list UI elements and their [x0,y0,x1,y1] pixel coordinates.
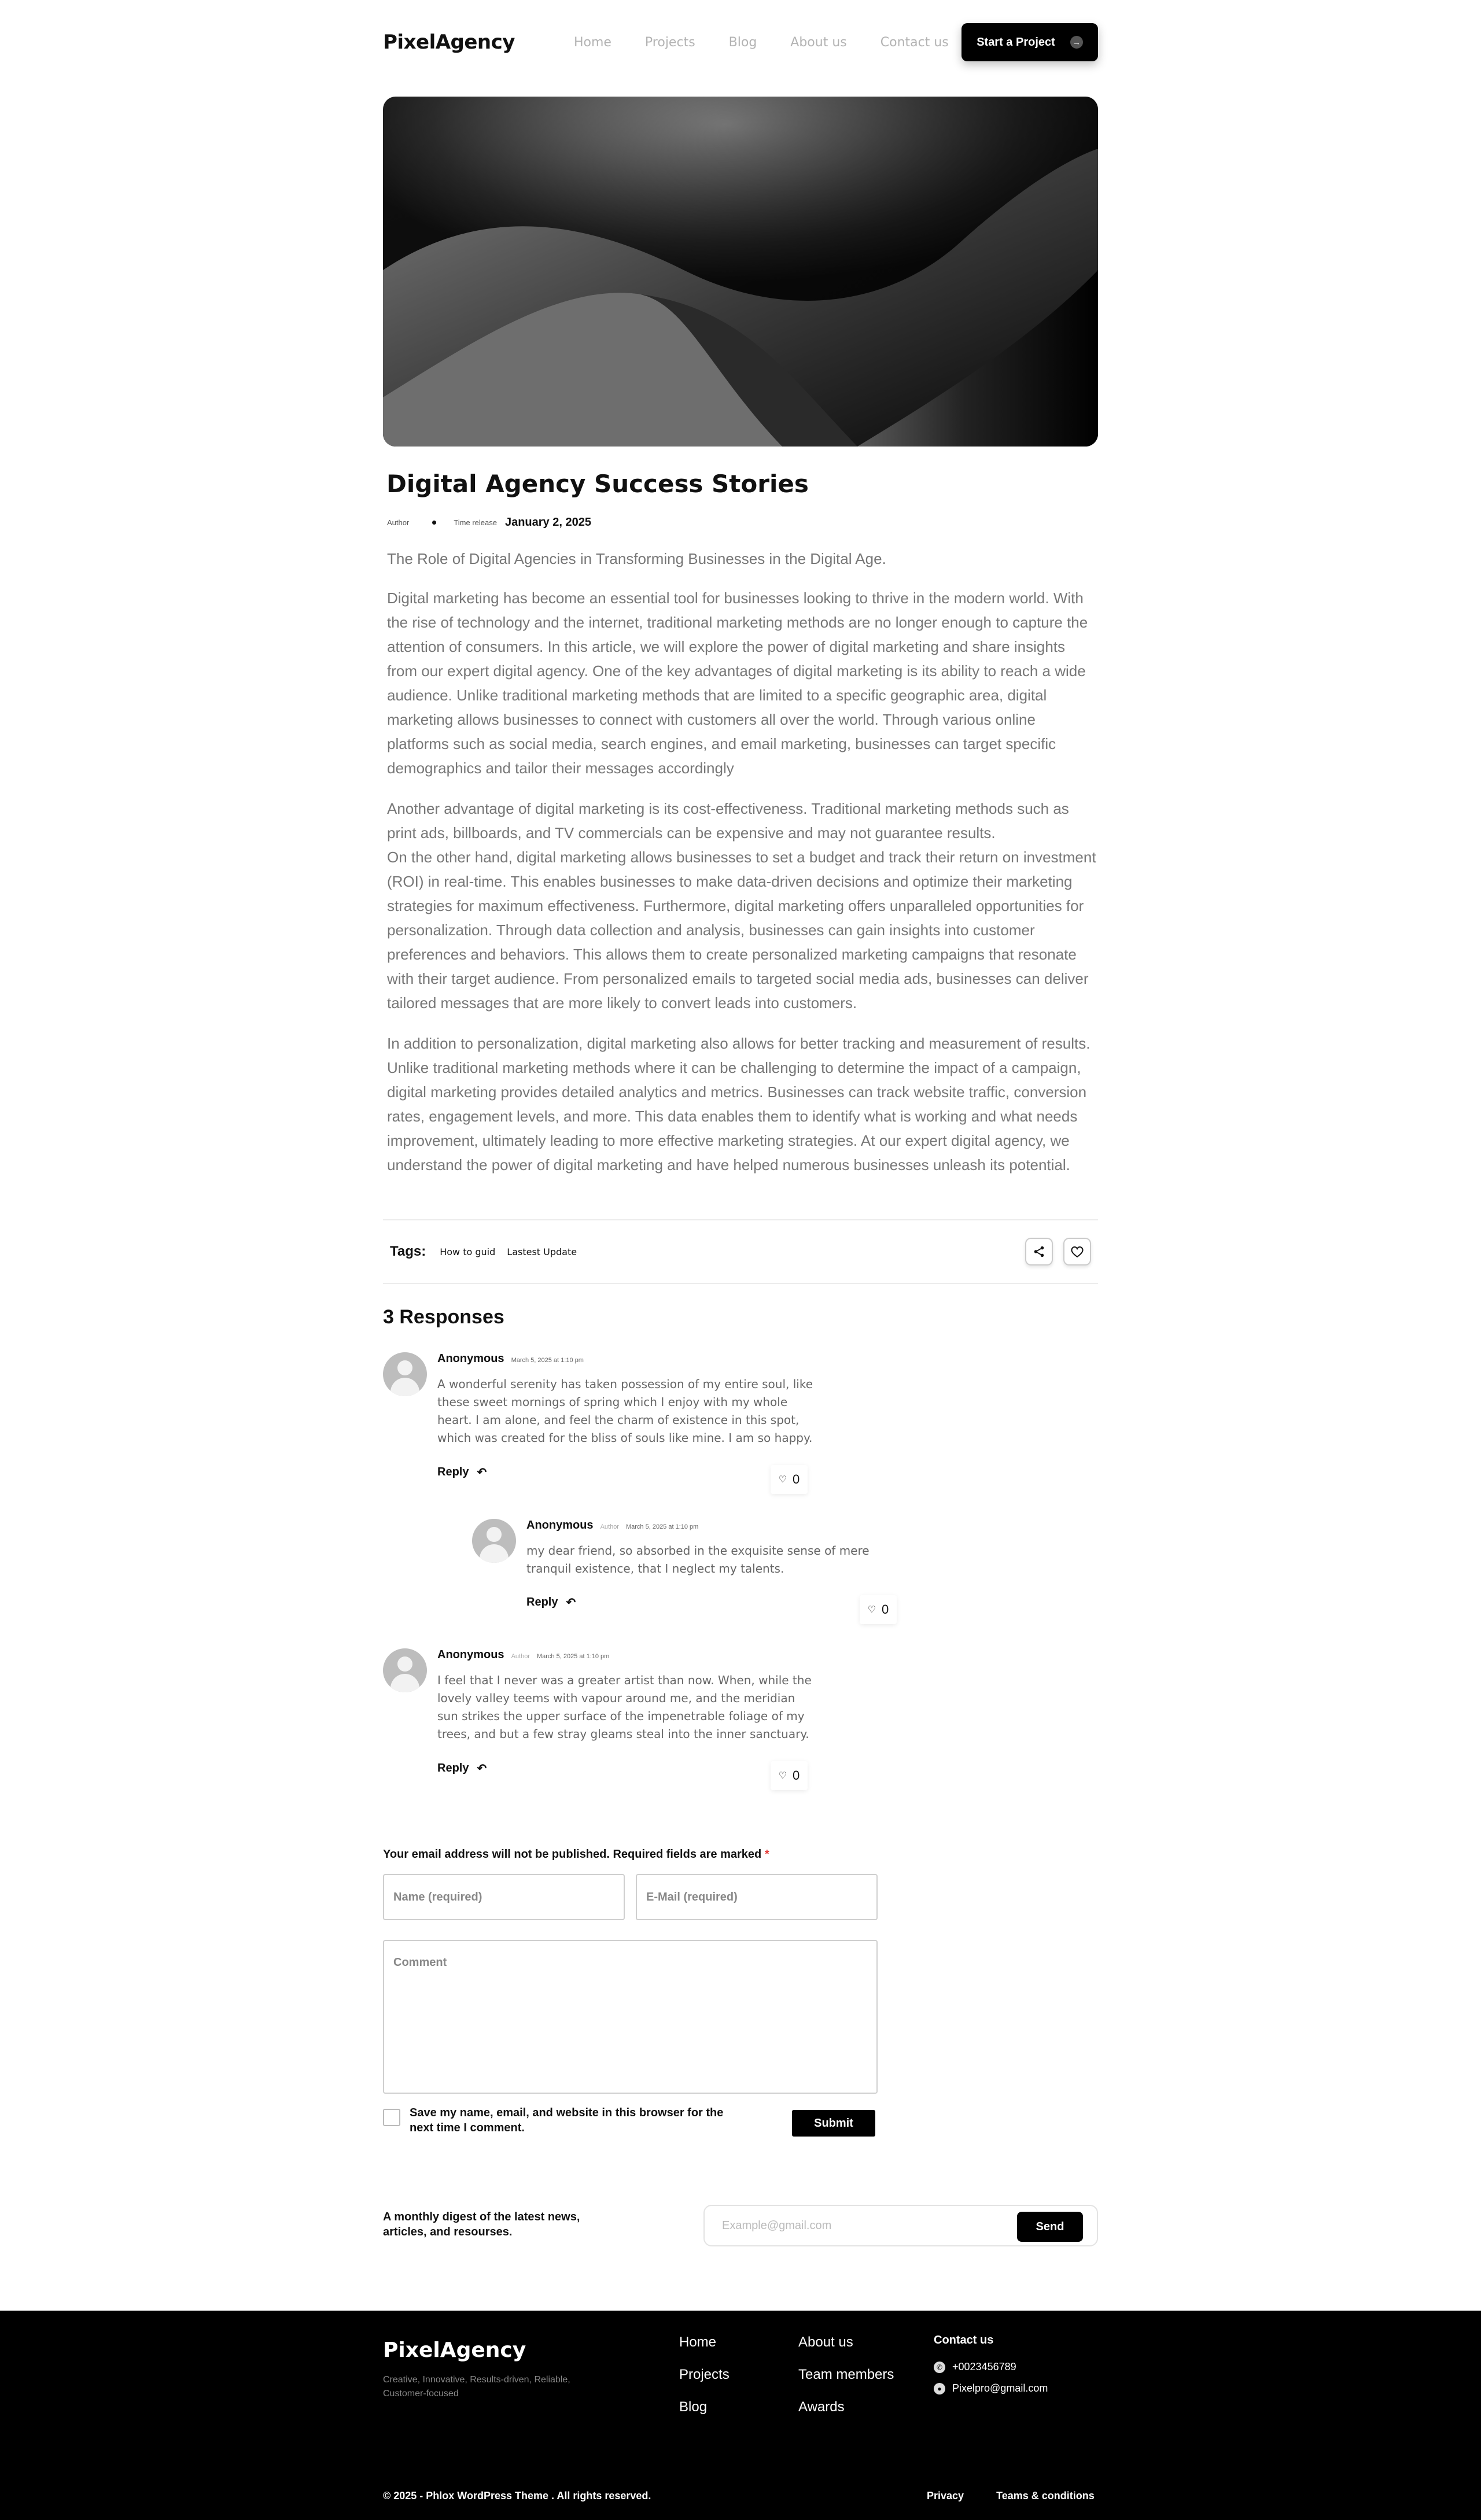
start-project-button[interactable] [961,23,1098,61]
footer-contact [934,2334,1048,2404]
comment-author: Anonymous [437,1352,504,1365]
footer-link-awards[interactable]: Awards [798,2399,845,2415]
post-actions [1025,1238,1091,1265]
reply-label: Reply [437,1762,469,1774]
contact-email[interactable] [934,2382,1048,2394]
footer-links-col1 [679,2335,730,2415]
like-count: 0 [793,1768,800,1783]
comment-date: March 5, 2025 at 1:10 pm [625,1523,699,1530]
comment-like-button[interactable] [771,1761,808,1790]
contact-title: Contact us [934,2334,994,2346]
site-header [383,23,1098,61]
comment-author: Anonymous [437,1648,504,1661]
share-button[interactable] [1025,1238,1053,1265]
reply-icon: ↶ [477,1762,487,1775]
copyright: © 2025 - Phlox WordPress Theme . All rights reserved. [383,2490,651,2501]
reply-button[interactable] [526,1595,576,1610]
article-paragraph: Digital marketing has become an essential tool for businesses looking to thrive in the modern world. With the rise of technology and the internet, traditional marketing methods are no longer enough to capture the attention of consumers. In this article, we will explore the power of digital marketing and share insights from our expert digital agency. One of the key advantages of digital marketing is its ability to reach a wide audience. Unlike traditional marketing methods that are limited to a specific geographic area, digital marketing allows businesses to connect with customers all over the world. Through various online platforms such as social media, search engines, and email marketing, businesses can target specific demographics and tailor their messages accordingly [387,589,1088,777]
phone-icon: ✆ [934,2362,945,2373]
footer-link-about[interactable]: About us [798,2334,853,2350]
comment [383,1352,811,1497]
reply-button[interactable] [437,1761,487,1776]
reply-icon: ↶ [566,1596,576,1609]
phone-number: +0023456789 [952,2361,1016,2373]
avatar [472,1519,516,1563]
reply-button[interactable] [437,1465,487,1479]
tags-label: Tags: [390,1244,426,1259]
email-address: Pixelpro@gmail.com [952,2382,1048,2394]
author-badge: Author [600,1523,619,1530]
privacy-link[interactable]: Privacy [927,2490,964,2501]
article-title: Digital Agency Success Stories [386,470,809,498]
comment-placeholder: Comment [393,1956,447,1969]
tag-link[interactable]: How to guid [440,1246,496,1257]
comment-text: my dear friend, so absorbed in the exquisite sense of mere tranquil existence, that I neglect my talents. [526,1544,870,1576]
contact-phone[interactable] [934,2361,1048,2373]
form-note-text: Your email address will not be published. Required fields are marked [383,1848,762,1861]
comment-text: I feel that I never was a greater artist than now. When, while the lovely valley teems with vapour around me, and the meridian sun strikes the upper surface of the impenetrable foliage of my trees, and but a few stray gleams steal into the inner sanctuary. [437,1673,812,1741]
article-paragraph: On the other hand, digital marketing allows businesses to set a budget and track their return on investment (ROI) in real-time. This enables businesses to make data-driven decisions and optimize their marketing strategies for maximum effectiveness. Furthermore, digital marketing offers unparalleled opportunities for personalization. Through data collection and analysis, businesses can gain insights into customer preferences and behaviors. This allows them to create personalized marketing campaigns that resonate with their target audience. From personalized emails to targeted social media ads, businesses can deliver tailored messages that are more likely to convert leads into customers. [387,848,1096,1012]
logo[interactable]: PixelAgency [383,31,515,54]
heart-icon: ♡ [778,1771,787,1781]
avatar [383,1352,427,1396]
article-paragraph: Another advantage of digital marketing is its cost-effectiveness. Traditional marketing methods such as print ads, billboards, and TV commercials can be expensive and may not guarantee results. [387,800,1069,842]
tags-bar [383,1219,1098,1284]
nav-contact[interactable]: Contact us [880,35,949,50]
comment-date: March 5, 2025 at 1:10 pm [511,1357,584,1364]
footer-link-blog[interactable]: Blog [679,2399,708,2415]
comment-author: Anonymous [526,1519,594,1532]
comment-field[interactable] [383,1940,878,2094]
footer-logo[interactable]: PixelAgency [383,2338,526,2362]
heart-icon: ♡ [778,1475,787,1485]
nav-about[interactable]: About us [790,35,847,50]
email-field[interactable] [636,1874,878,1920]
send-button[interactable]: Send [1017,2212,1083,2242]
newsletter-email-input[interactable] [703,2205,1098,2246]
comment-like-button[interactable] [771,1465,808,1494]
like-count: 0 [793,1472,800,1486]
author-label: Author [387,518,410,527]
comment-date: March 5, 2025 at 1:10 pm [536,1653,610,1660]
share-icon [1033,1245,1045,1258]
legal-links [927,2490,1095,2502]
footer-link-team[interactable]: Team members [798,2367,894,2382]
nav-blog[interactable]: Blog [728,35,757,50]
like-button[interactable] [1063,1238,1091,1265]
avatar [383,1648,427,1692]
time-label: Time release [454,518,497,527]
article-lead: The Role of Digital Agencies in Transforming Businesses in the Digital Age. [387,550,886,567]
main-nav [574,35,949,50]
publish-date: January 2, 2025 [504,516,591,529]
save-info-label: Save my name, email, and website in this browser for the next time I comment. [410,2106,724,2134]
footer-link-projects[interactable]: Projects [679,2367,730,2382]
required-mark: * [764,1848,769,1861]
email-icon: ● [934,2383,945,2394]
submit-button[interactable]: Submit [792,2110,875,2137]
save-info-row [383,2105,1098,2135]
terms-link[interactable]: Teams & conditions [996,2490,1095,2501]
nav-projects[interactable]: Projects [644,35,695,50]
reply-label: Reply [437,1466,469,1478]
comment-like-button[interactable] [860,1595,897,1624]
save-info-checkbox[interactable] [383,2109,400,2126]
like-count: 0 [882,1602,889,1617]
meta-separator [432,521,436,525]
author-badge: Author [511,1653,530,1660]
name-placeholder: Name (required) [393,1890,482,1903]
email-placeholder: E-Mail (required) [646,1890,738,1903]
start-project-label: Start a Project [977,35,1055,49]
reply-icon: ↶ [477,1466,487,1479]
abstract-wave-graphic [383,97,1098,447]
heart-icon: ♡ [867,1605,876,1615]
comment [383,1648,811,1793]
site-footer [0,2311,1481,2520]
newsletter-text: A monthly digest of the latest news, articles, and resourses. [383,2211,580,2238]
footer-tagline: Creative, Innovative, Results-driven, Reliable, Customer-focused [383,2375,570,2399]
comment-reply [472,1519,900,1635]
newsletter-placeholder: Example@gmail.com [722,2219,832,2232]
name-field[interactable] [383,1874,625,1920]
responses-title: 3 Responses [383,1306,504,1328]
arrow-right-icon: → [1070,36,1083,49]
heart-icon [1070,1245,1084,1258]
article-body [387,547,1096,1193]
comment-text: A wonderful serenity has taken possession of my entire soul, like these sweet mornings of spring which I enjoy with my whole heart. I am alone, and feel the charm of existence in this spot, which was created for the bliss of souls like mine. I am so happy. [437,1377,813,1445]
article-meta [387,516,591,529]
footer-links-col2 [798,2335,894,2415]
footer-link-home[interactable]: Home [679,2334,717,2350]
reply-label: Reply [526,1596,558,1608]
hero-image [383,97,1098,447]
nav-home[interactable]: Home [573,35,611,50]
article-paragraph: In addition to personalization, digital marketing also allows for better tracking and measurement of results. Unlike traditional marketing methods where it can be challenging to determine the impact of a campaign, digital marketing provides detailed analytics and metrics. Businesses can track website traffic, conversion rates, engagement levels, and more. This data enables them to identify what is working and what needs improvement, ultimately leading to more effective marketing strategies. At our expert digital agency, we understand the power of digital marketing and have helped numerous businesses unleash its potential. [387,1035,1091,1174]
form-note [383,1848,1098,1861]
tag-link[interactable]: Lastest Update [507,1246,577,1257]
